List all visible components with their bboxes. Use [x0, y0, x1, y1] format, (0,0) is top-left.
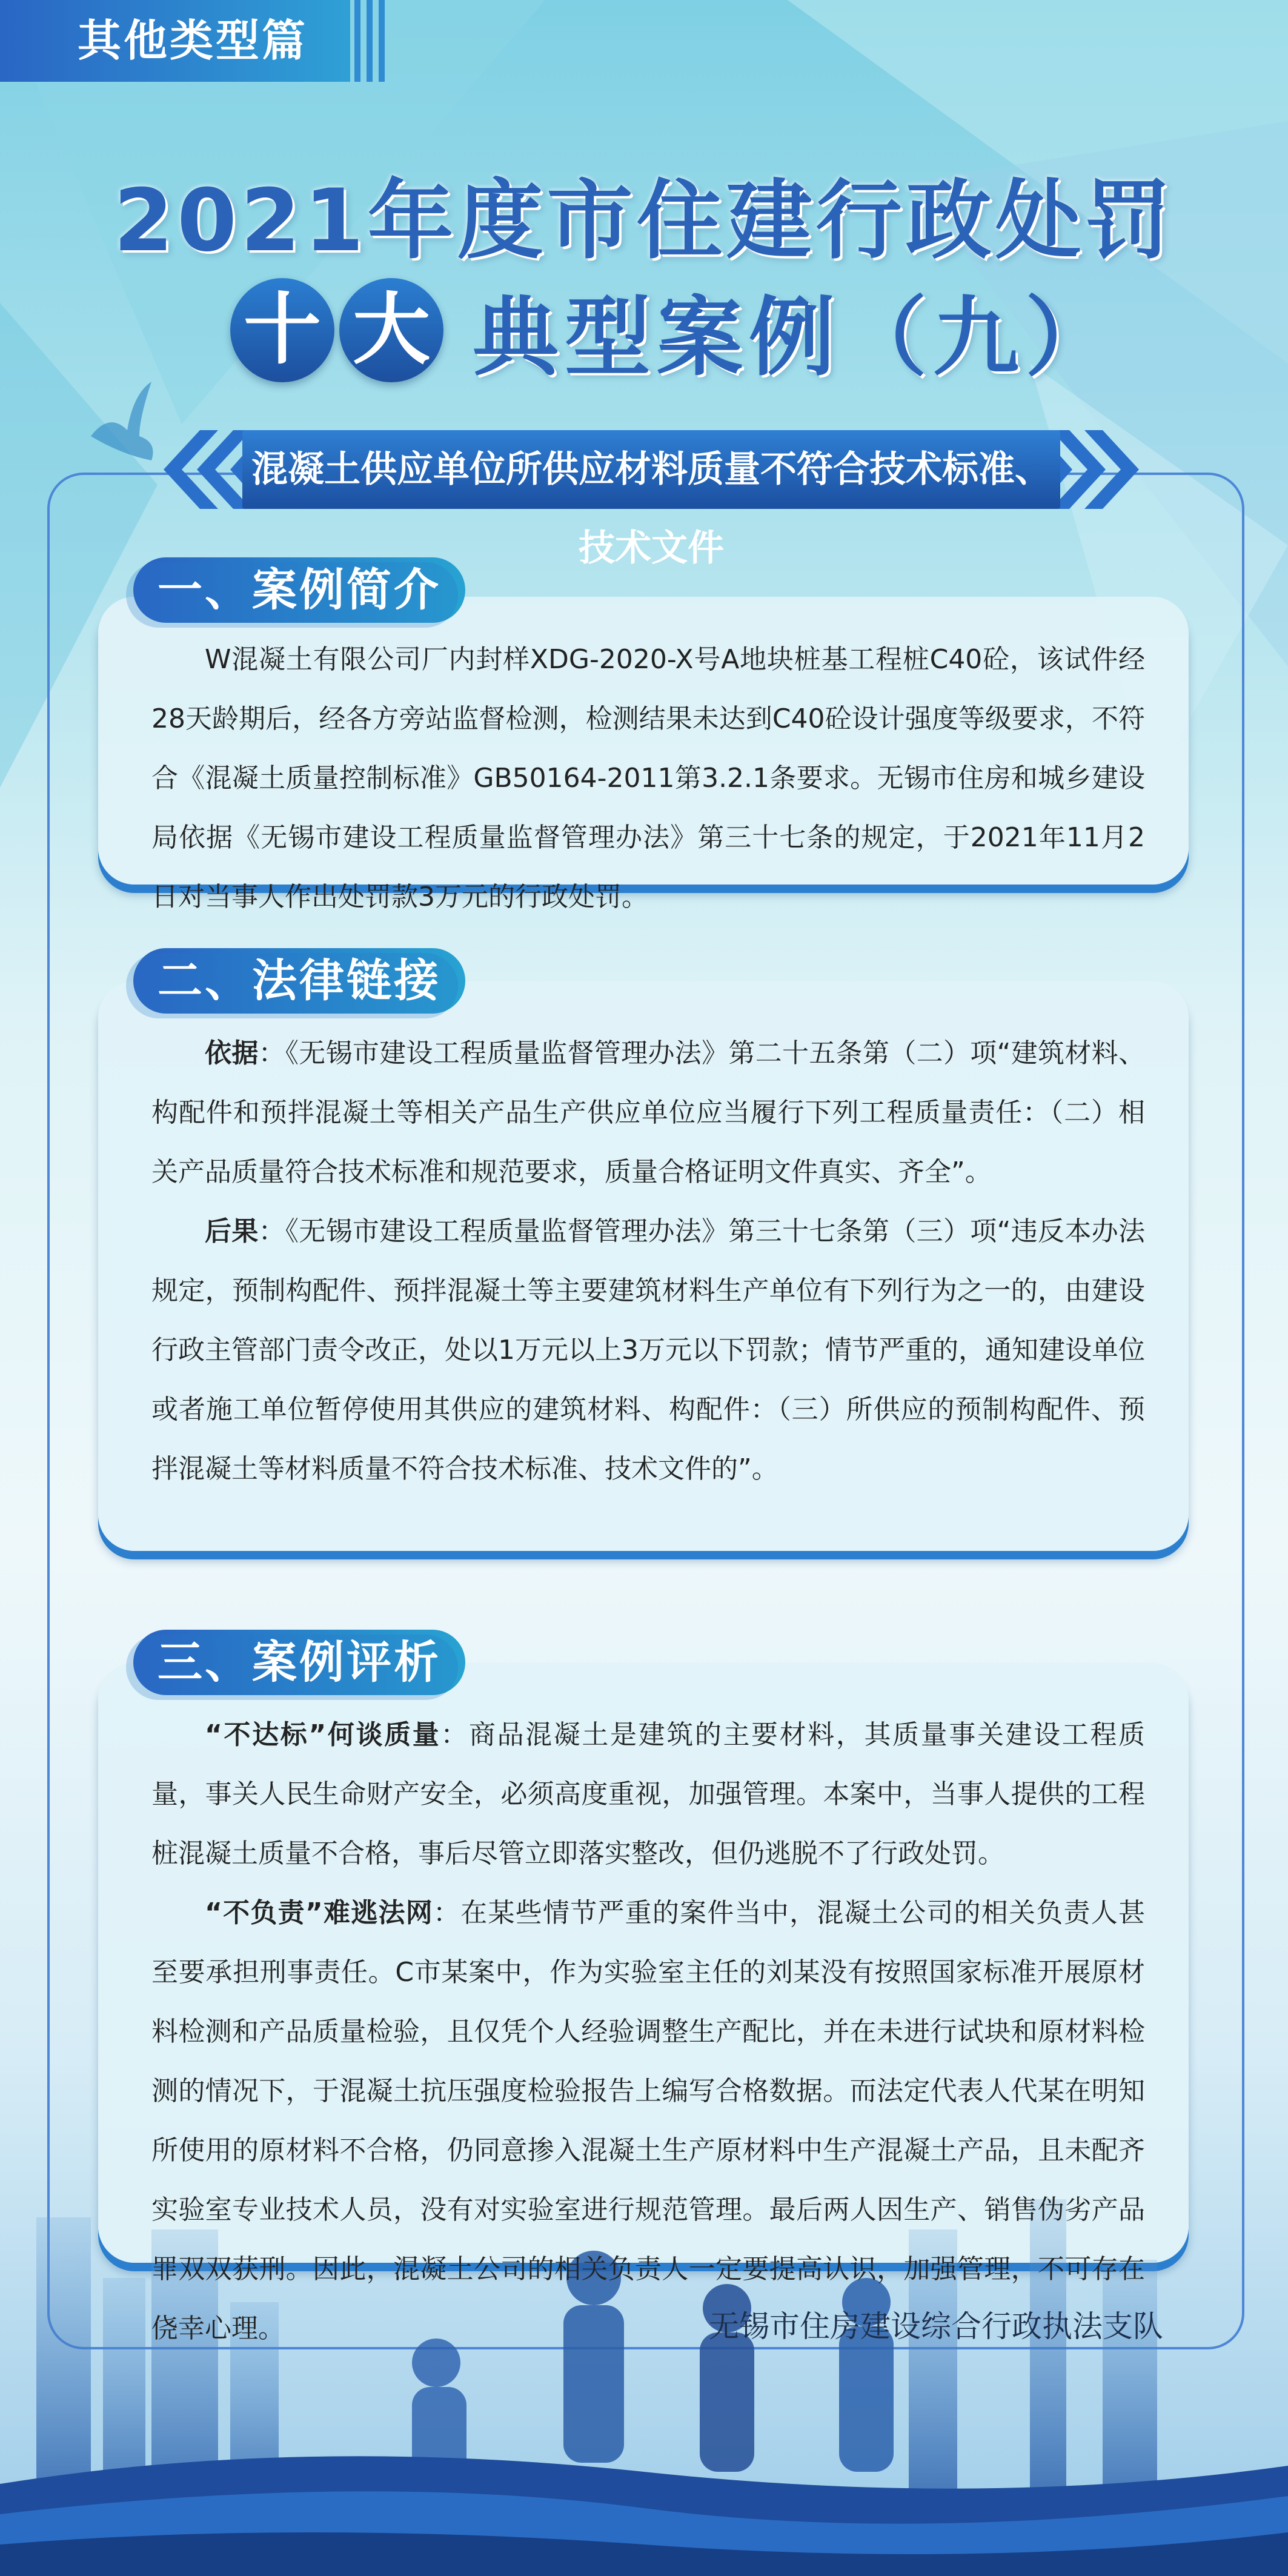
topic-banner	[164, 424, 1139, 569]
section3-paragraph-1	[151, 1705, 1145, 1884]
analysis1-text: ：商品混凝土是建筑的主要材料，其质量事关建设工程质量，事关人民生命财产安全，必须高度重视，加强管理。本案中，当事人提供的工程桩混凝土质量不合格，事后尽管立即落实整改，但仍逃脱不了行政处罚。	[151, 1719, 1146, 1869]
analysis2-text: ：在某些情节严重的案件当中，混凝土公司的相关负责人甚至要承担刑事责任。C市某案中，作为实验室主任的刘某没有按照国家标准开展原材料检测和产品质量检验，且仅凭个人经验调整生产配比，并在未进行试块和原材料检测的情况下，于混凝土抗压强度检验报告上编写合格数据。而法定代表人代某在明知所使用的原材料不合格，仍同意掺入混凝土生产原材料中生产混凝土产品，且未配齐实验室专业技术人员，没有对实验室进行规范管理。最后两人因生产、销售伪劣产品罪双双获刑。因此，混凝土公司的相关负责人一定要提高认识，加强管理，不可存在侥幸心理。	[151, 1897, 1145, 2344]
section2-body	[151, 1024, 1145, 1499]
analysis2-label: “不负责”难逃法网	[205, 1897, 433, 1928]
section1-body	[151, 630, 1145, 927]
section3-body	[151, 1705, 1145, 2359]
basis-label: 依据	[205, 1038, 259, 1069]
sub-title-rest: 典型案例（九）	[473, 288, 1117, 388]
section2-heading: 二、法律链接	[133, 948, 465, 1014]
analysis1-label: “不达标”何谈质量	[205, 1719, 441, 1750]
category-tag: 其他类型篇	[0, 0, 350, 82]
section1-heading: 一、案例简介	[133, 557, 465, 623]
title-circle-2: 大	[339, 278, 443, 382]
tag-stripes-decoration	[354, 0, 403, 82]
main-title: 2021年度市住建行政处罚	[113, 171, 1175, 271]
section3-paragraph-2	[151, 1884, 1145, 2359]
consequence-label: 后果	[205, 1216, 259, 1247]
sub-title	[230, 273, 1117, 388]
consequence-text: ：《无锡市建设工程质量监督管理办法》第三十七条第（三）项“违反本办法规定，预制构配件、预拌混凝土等主要建筑材料生产单位有下列行为之一的，由建设行政主管部门责令改正，处以1万元以上3万元以下罚款；情节严重的，通知建设单位或者施工单位暂停使用其供应的建筑材料、构配件：（三）所供应的预制构配件、预拌混凝土等材料质量不符合技术标准、技术文件的”。	[151, 1216, 1145, 1484]
section2-paragraph-consequence	[151, 1202, 1145, 1499]
footer-organization: 无锡市住房建设综合行政执法支队	[709, 2309, 1163, 2344]
section3-heading: 三、案例评析	[133, 1630, 465, 1695]
title-circle-1: 十	[230, 278, 334, 382]
banner-text: 混凝土供应单位所供应材料质量不符合技术标准、技术文件	[251, 448, 1051, 569]
basis-text: ：《无锡市建设工程质量监督管理办法》第二十五条第（二）项“建筑材料、构配件和预拌混凝土等相关产品生产供应单位应当履行下列工程质量责任：（二）相关产品质量符合技术标准和规范要求，质量合格证明文件真实、齐全”。	[151, 1038, 1145, 1187]
section2-paragraph-basis	[151, 1024, 1145, 1202]
section1-paragraph: W混凝土有限公司厂内封样XDG-2020-X号A地块桩基工程桩C40砼，该试件经28天龄期后，经各方旁站监督检测，检测结果未达到C40砼设计强度等级要求，不符合《混凝土质量控制标准》GB50164-2011第3.2.1条要求。无锡市住房和城乡建设局依据《无锡市建设工程质量监督管理办法》第三十七条的规定，于2021年11月2日对当事人作出处罚款3万元的行政处罚。	[151, 644, 1145, 912]
